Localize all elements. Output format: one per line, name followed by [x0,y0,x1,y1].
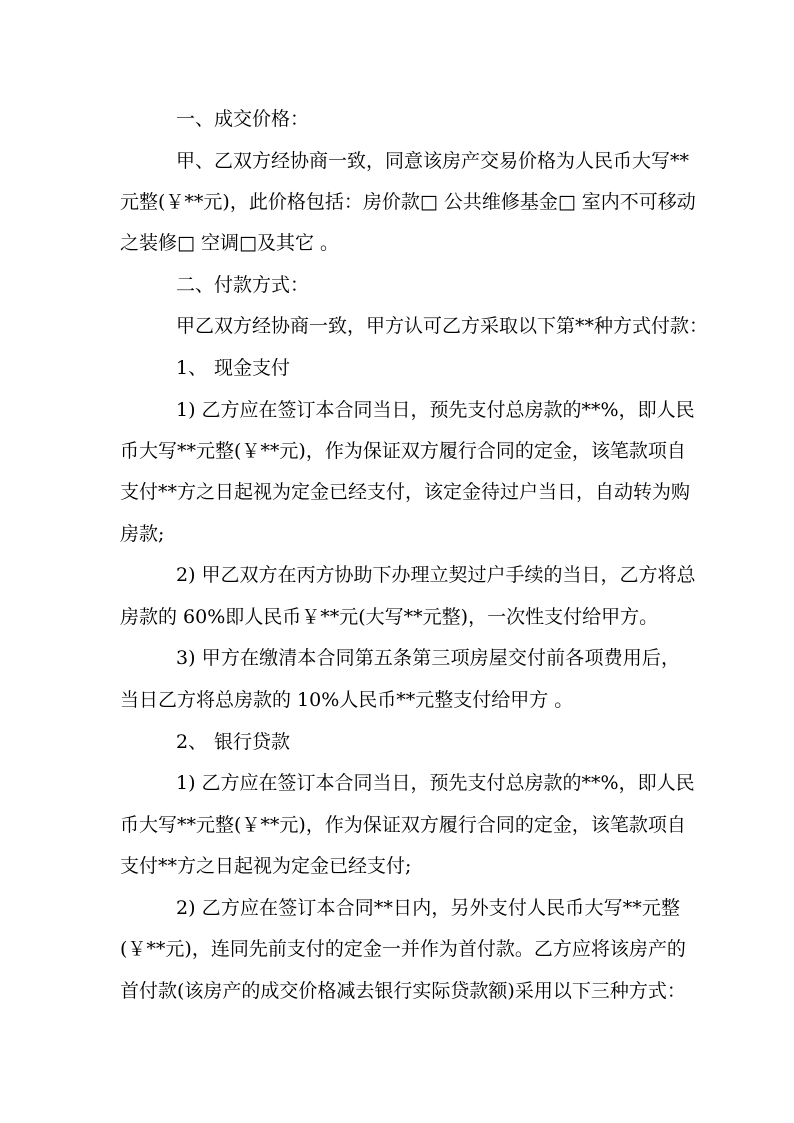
paragraph-line: 甲乙双方经协商一致，甲方认可乙方采取以下第**种方式付款： [176,315,709,337]
list-item-line: 首付款(该房产的成交价格减去银行实际贷款额)采用以下三种方式： [120,980,686,1002]
list-item-line: 1) 乙方应在签订本合同当日，预先支付总房款的**%，即人民 [176,399,695,421]
paragraph-line: 甲、乙双方经协商一致，同意该房产交易价格为人民币大写** [176,150,690,172]
subsection-heading-loan [176,730,736,754]
subsection-heading-cash [176,356,736,380]
list-item-line: 2) 甲乙双方在丙方协助下办理立契过户手续的当日，乙方将总 [176,564,696,586]
section-heading-price: 一、成交价格： [176,108,310,130]
subsection-title: 现金支付 [214,357,291,379]
list-item-line: 1) 乙方应在签订本合同当日，预先支付总房款的**%，即人民 [176,772,695,794]
paragraph-line: 元整(￥**元)，此价格包括：房价款□ 公共维修基金□ 室内不可移动 [120,191,696,213]
list-item-line: 币大写**元整(￥**元)，作为保证双方履行合同的定金，该笔款项自 [120,440,686,462]
list-item-line: 房款; [120,523,165,545]
list-item-line: 房款的 60%即人民币￥**元(大写**元整)，一次性支付给甲方。 [120,606,659,628]
list-item-line: 币大写**元整(￥**元)，作为保证双方履行合同的定金，该笔款项自 [120,814,686,836]
list-item-line: 2) 乙方应在签订本合同**日内，另外支付人民币大写**元整 [176,897,680,919]
list-item-line: 支付**方之日起视为定金已经支付，该定金待过户当日，自动转为购 [120,481,691,503]
list-item-line: 支付**方之日起视为定金已经支付; [120,855,412,877]
section-heading-payment: 二、付款方式： [176,274,310,296]
subsection-title: 银行贷款 [214,731,291,753]
subsection-number: 2、 [176,731,208,753]
list-item-line: 当日乙方将总房款的 10%人民币**元整支付给甲方 。 [120,689,574,711]
list-item-line: (￥**元)，连同先前支付的定金一并作为首付款。乙方应将该房产的 [120,938,686,960]
subsection-number: 1、 [176,357,208,379]
list-item-line: 3) 甲方在缴清本合同第五条第三项房屋交付前各项费用后， [176,647,680,669]
paragraph-line: 之装修□ 空调□及其它 。 [120,232,339,254]
